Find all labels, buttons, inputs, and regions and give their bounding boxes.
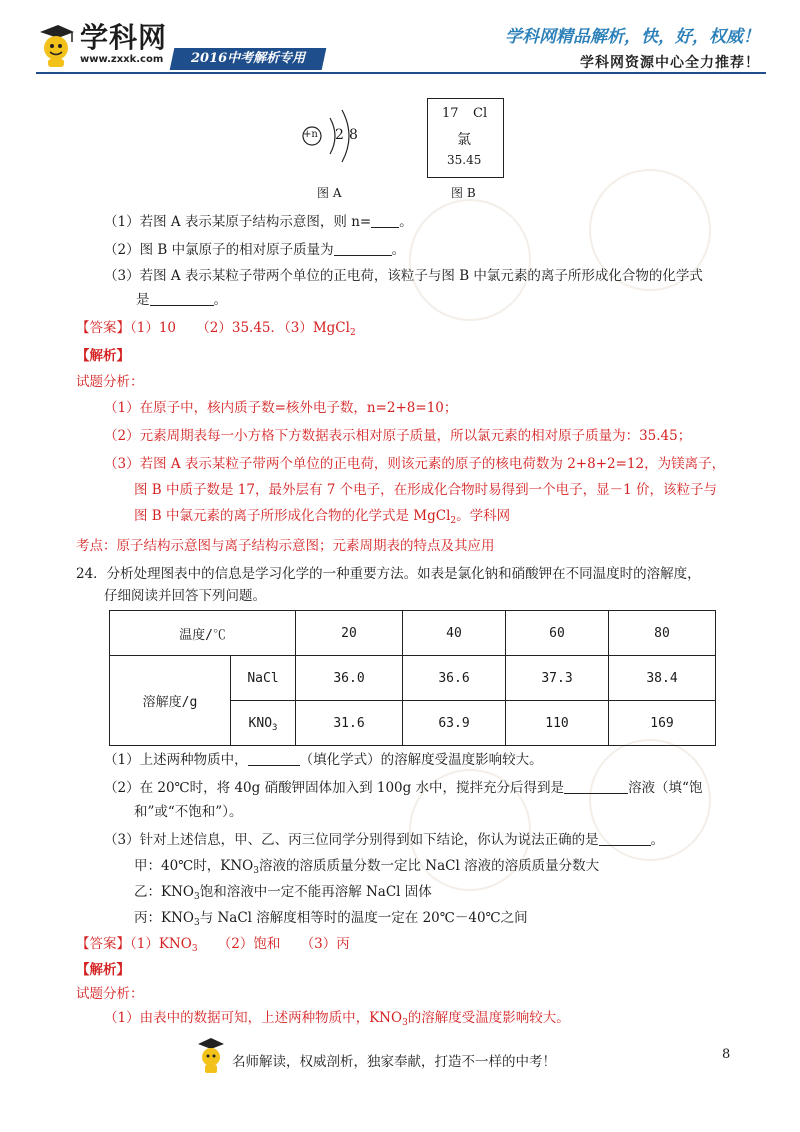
q23-analysis-1: （1）在原子中，核内质子数=核外电子数，n=2+8=10； <box>104 400 458 416</box>
q24-part1: （1）上述两种物质中， （填化学式）的溶解度受温度影响较大。 <box>104 752 543 768</box>
header-slogan: 学科网精品解析，快，好，权威！ <box>505 27 760 47</box>
q24-option-yi: 乙：$KNO_3$饱和溶液中一定不能再溶解 NaCl 固体 <box>134 884 432 902</box>
footer-tagline: 名师解读，权威剖析，独家奉献，打造不一样的中考！ <box>232 1054 556 1070</box>
table-header-row <box>110 611 716 656</box>
footer-mascot-icon <box>196 1036 226 1076</box>
value-cell: 31.6 <box>296 701 403 746</box>
q23-analysis-title: 试题分析： <box>76 374 144 390</box>
q24-answer: 【答案】$(1)KNO_3$ （2）饱和 （3）丙 <box>76 936 350 954</box>
q24-part2-cont: 和”或“不饱和”）。 <box>134 804 243 820</box>
solubility-table <box>109 610 716 746</box>
page-number: 8 <box>722 1047 731 1062</box>
element-symbol: Cl <box>473 106 488 121</box>
q24-intro: 24．分析处理图表中的信息是学习化学的一种重要方法。如表是氯化钠和硝酸钾在不同温度时的溶解度， <box>76 566 701 582</box>
value-cell: 63.9 <box>403 701 506 746</box>
q24-analysis-1: （1）由表中的数据可知，上述两种物质中，$KNO_3$的溶解度受温度影响较大。 <box>104 1010 570 1028</box>
value-cell: 169 <box>609 701 716 746</box>
temp-cell: 80 <box>609 611 716 656</box>
brand-logo-text: 学科网 <box>80 21 168 54</box>
element-mass: 35.45 <box>447 153 482 167</box>
q23-part2: （2）图 B 中氯原子的相对原子质量为 。 <box>104 242 406 258</box>
substance-name: NaCl <box>231 656 296 701</box>
value-cell: 37.3 <box>506 656 609 701</box>
value-cell: 110 <box>506 701 609 746</box>
figure-a-caption: 图 A <box>317 186 342 200</box>
solubility-label: 溶解度/g <box>110 656 231 746</box>
figure-a-atom-diagram <box>290 98 370 198</box>
q23-part1: （1）若图 A 表示某原子结构示意图，则 n= 。 <box>104 214 413 230</box>
temp-cell: 20 <box>296 611 403 656</box>
q24-analysis-label: 【解析】 <box>76 962 130 978</box>
table-row <box>110 656 716 701</box>
q23-kaodian: 考点：原子结构示意图与离子结构示意图；元素周期表的特点及其应用 <box>76 538 495 554</box>
figure-a-nucleus: +n <box>303 129 318 140</box>
element-number: 17 <box>442 106 459 121</box>
q23-analysis-2: （2）元素周期表每一小方格下方数据表示相对原子质量，所以氯元素的相对原子质量为：35.45； <box>104 428 692 444</box>
temp-cell: 60 <box>506 611 609 656</box>
temp-header: 温度/℃ <box>110 611 296 656</box>
q24-analysis-title: 试题分析： <box>76 986 144 1002</box>
q23-analysis-label: 【解析】 <box>76 348 130 364</box>
q23-part3-cont: 是 。 <box>136 292 227 308</box>
q24-option-jia: 甲：40℃时，$KNO_3$溶液的溶质质量分数一定比 NaCl 溶液的溶质质量分数大 <box>134 858 600 876</box>
temp-cell: 40 <box>403 611 506 656</box>
figure-b-element-cell <box>427 98 504 178</box>
figure-a-shell1: 2 <box>335 127 344 143</box>
figure-b-caption: 图 B <box>451 186 476 200</box>
q23-analysis-3: （3）若图 A 表示某粒子带两个单位的正电荷，则该元素的原子的核电荷数为 2+8+2=12，为镁离子， <box>104 456 726 472</box>
value-cell: 38.4 <box>609 656 716 701</box>
header-banner: 2016中考解析专用 <box>170 48 327 70</box>
q23-answer: 【答案】（1）10 （2）35.45．（3）MgCl$_2$ <box>76 320 356 338</box>
figure-a-shell2: 8 <box>349 127 358 143</box>
header-recommend: 学科网资源中心全力推荐！ <box>580 55 760 71</box>
q23-analysis-3c: 图 B 中氯元素的离子所形成化合物的化学式是 MgCl$_2$。学科网 <box>134 508 511 526</box>
q23-analysis-3b: 图 B 中质子数是 17，最外层有 7 个电子，在形成化合物时易得到一个电子，显－1 价，该粒子与 <box>134 482 718 498</box>
value-cell: 36.0 <box>296 656 403 701</box>
brand-url: www.zxxk.com <box>80 54 164 65</box>
q24-intro-cont: 仔细阅读并回答下列问题。 <box>104 588 266 604</box>
q24-part3: （3）针对上述信息，甲、乙、丙三位同学分别得到如下结论，你认为说法正确的是 。 <box>104 832 665 848</box>
q24-option-bing: 丙：$KNO_3$与 NaCl 溶解度相等时的温度一定在 20℃－40℃之间 <box>134 910 528 928</box>
element-name: 氯 <box>457 132 471 148</box>
value-cell: 36.6 <box>403 656 506 701</box>
substance-name: $KNO_3$ <box>231 701 296 746</box>
q23-part3: （3）若图 A 表示某粒子带两个单位的正电荷，该粒子与图 B 中氯元素的离子所形成化合物的化学式 <box>104 268 703 284</box>
q24-part2: （2）在 20℃时，将 40g 硝酸钾固体加入到 100g 水中，搅拌充分后得到是 溶液（填“饱 <box>104 780 703 796</box>
